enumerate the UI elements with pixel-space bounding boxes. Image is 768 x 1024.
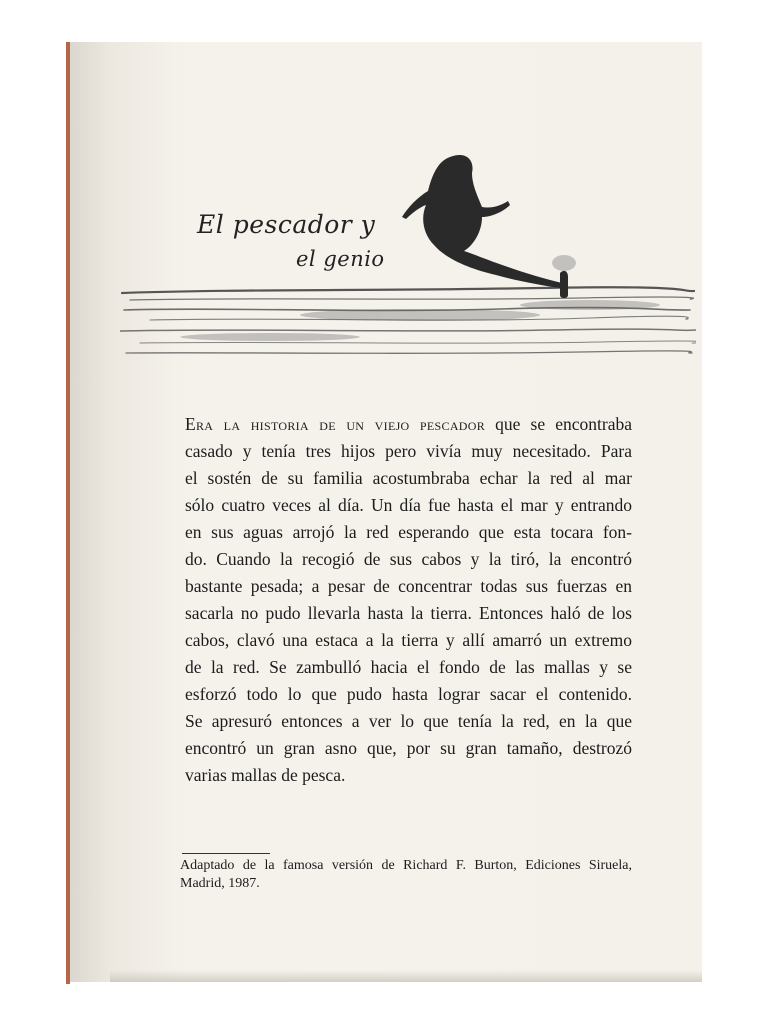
story-title-line-1: El pescador y	[197, 210, 376, 239]
footnote	[180, 857, 632, 893]
body-line: do. Cuando la recogió de sus cabos y la tiró, la encontró	[185, 549, 632, 569]
footnote-line: Adaptado de la famosa versión de Richard F. Burton, Ediciones Siruela,	[180, 858, 632, 873]
body-line: esforzó todo lo que pudo hasta lograr sacar el contenido.	[185, 684, 632, 704]
story-title-line-2: el genio	[296, 247, 385, 271]
body-line: el sostén de su familia acostumbraba echar la red al mar	[185, 468, 632, 488]
body-line: cabos, clavó una estaca a la tierra y allí amarró un extremo	[185, 630, 632, 650]
body-line: sólo cuatro veces al día. Un día fue hasta el mar y entrando	[185, 495, 632, 515]
body-line: varias mallas de pesca.	[185, 765, 346, 785]
body-line: encontró un gran asno que, por su gran tamaño, destrozó	[185, 738, 632, 758]
body-line: en sus aguas arrojó la red esperando que esta tocara fon-	[185, 522, 632, 542]
footnote-divider	[182, 853, 270, 854]
footnote-line: Madrid, 1987.	[180, 876, 260, 891]
body-line	[185, 411, 632, 438]
story-body	[185, 411, 632, 789]
body-line-text: que se encontraba	[485, 414, 633, 434]
opening-smallcaps: Era la historia de un viejo pescador	[185, 414, 486, 434]
body-line: Se apresuró entonces a ver lo que tenía la red, en la que	[185, 711, 632, 731]
body-line: sacarla no pudo llevarla hasta la tierra. Entonces haló de los	[185, 603, 632, 623]
genie-rising-from-sea-icon	[120, 145, 696, 365]
body-line: casado y tenía tres hijos pero vivía muy necesitado. Para	[185, 441, 632, 461]
body-line: de la red. Se zambulló hacia el fondo de las mallas y se	[185, 657, 632, 677]
page-bottom-shadow	[110, 970, 702, 982]
body-line: bastante pesada; a pesar de concentrar todas sus fuerzas en	[185, 576, 632, 596]
